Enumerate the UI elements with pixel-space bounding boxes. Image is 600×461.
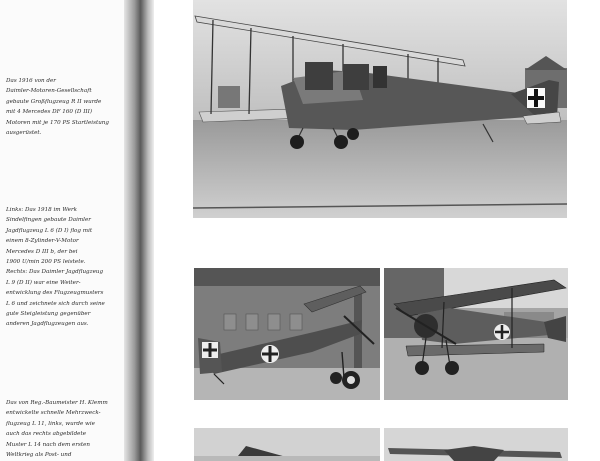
caption-line: Daimler-Motoren-Gesellschaft [6, 88, 92, 95]
caption-line: Muster L 14 nach dem ersten [6, 441, 91, 448]
caption-line: 1900 U/min 200 PS leistete. [6, 259, 86, 266]
caption-line: ausgerüstet. [6, 130, 42, 137]
book-gutter [124, 0, 154, 461]
left-page [0, 0, 124, 461]
caption-line: gebaute Großflugzeug R II wurde [6, 98, 102, 105]
caption-line: Motoren mit je 170 PS Startleistung [6, 119, 109, 126]
caption-line: entwicklung des Flugzeugmusters [6, 290, 104, 297]
caption-l6-l9 [6, 205, 122, 330]
caption-line: L 6 und zeichnete sich durch seine [6, 300, 105, 307]
caption-line: Jagdflugzeug L 6 (D I) flog mit [6, 227, 93, 234]
caption-line: mit 4 Mercedes DF 160 (D III) [6, 109, 93, 116]
caption-line: flugzeug L 11, links, wurde wie [6, 420, 95, 427]
photo-r2-biplane [193, 0, 567, 218]
caption-line: L 9 (D II) war eine Weiter- [6, 279, 81, 286]
caption-line: gute Steigleistung gegenüber [6, 311, 91, 318]
caption-line: Das von Reg.-Baumeister H. Klemm [6, 400, 108, 406]
caption-line: anderen Jagdflugzeugen aus. [6, 321, 89, 328]
caption-line: Das 1916 von der [6, 78, 56, 84]
caption-line: entwickelte schnelle Mehrzweck- [6, 410, 101, 417]
caption-line: Sindelfingen gebaute Daimler [6, 217, 91, 224]
photo-l9-fighter [384, 268, 568, 400]
caption-r2 [6, 76, 122, 138]
caption-line: Mercedes D III b, der bei [6, 248, 78, 255]
photo-l14 [384, 428, 568, 461]
caption-line: Links: Das 1918 im Werk [6, 207, 78, 213]
photo-l11 [194, 428, 380, 461]
caption-l11-l14 [6, 398, 122, 460]
caption-line: auch das rechts abgebildete [6, 431, 87, 438]
caption-line: Rechts: Das Daimler Jagdflugzeug [6, 269, 104, 276]
photo-l6-fighter [194, 268, 380, 400]
caption-line: Weltkrieg als Post- und [6, 452, 72, 459]
caption-line: einem 8-Zylinder-V-Motor [6, 238, 79, 245]
